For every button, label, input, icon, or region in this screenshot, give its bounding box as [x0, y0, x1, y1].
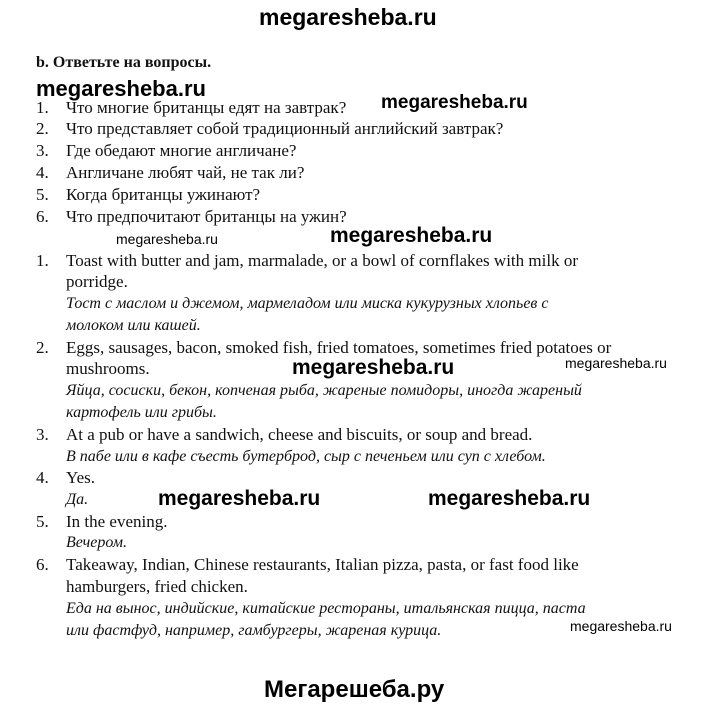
answer-russian: Тост с маслом и джемом, мармеладом или миска кукурузных хлопьев с [66, 295, 549, 312]
footer-watermark: Мегарешеба.ру [264, 676, 445, 703]
answer-number: 6. [36, 555, 49, 574]
answer-english: In the evening. [66, 512, 168, 531]
answer-russian: картофель или грибы. [66, 404, 217, 421]
question-item [36, 118, 503, 140]
question-number: 6. [36, 207, 49, 226]
watermark-small: megaresheba.ru [116, 231, 218, 247]
question-text: Где обедают многие англичане? [66, 141, 297, 160]
answer-number: 5. [36, 512, 49, 531]
answer-russian: Яйца, сосиски, бекон, копченая рыба, жареные помидоры, иногда жареный [66, 382, 582, 399]
question-item [36, 184, 260, 206]
answer-english: Toast with butter and jam, marmalade, or a bowl of cornflakes with milk or [66, 251, 578, 270]
question-number: 2. [36, 119, 49, 138]
question-item [36, 97, 346, 119]
question-item [36, 162, 304, 184]
answer-english: porridge. [66, 272, 128, 291]
answer-english: At a pub or have a sandwich, cheese and biscuits, or soup and bread. [66, 425, 533, 444]
watermark: megaresheba.ru [428, 487, 591, 510]
watermark: megaresheba.ru [330, 224, 493, 247]
header-watermark: megaresheba.ru [259, 4, 437, 30]
answer-english: hamburgers, fried chicken. [66, 577, 248, 596]
question-text: Англичане любят чай, не так ли? [66, 163, 305, 182]
answer-number: 1. [36, 251, 49, 270]
answer-number: 3. [36, 425, 49, 444]
watermark-small: megaresheba.ru [570, 618, 672, 634]
watermark: megaresheba.ru [292, 356, 455, 379]
answer-english: mushrooms. [66, 359, 150, 378]
answer-english: Eggs, sausages, bacon, smoked fish, fried tomatoes, sometimes fried potatoes or [66, 338, 612, 357]
watermark-small: megaresheba.ru [565, 355, 667, 371]
answer-english: Yes. [66, 468, 95, 487]
answer-russian: Вечером. [66, 534, 127, 551]
question-number: 1. [36, 98, 49, 117]
watermark: megaresheba.ru [158, 487, 321, 510]
answer-russian: В пабе или в кафе съесть бутерброд, сыр с печеньем или суп с хлебом. [66, 448, 546, 465]
question-text: Что многие британцы едят на завтрак? [66, 98, 347, 117]
watermark: megaresheba.ru [36, 76, 206, 101]
question-item [36, 140, 296, 162]
section-heading: b. Ответьте на вопросы. [36, 54, 212, 71]
answer-english: Takeaway, Indian, Chinese restaurants, Italian pizza, pasta, or fast food like [66, 555, 579, 574]
answer-russian: или фастфуд, например, гамбургеры, жареная курица. [66, 622, 442, 639]
answer-number: 2. [36, 338, 49, 357]
watermark: megaresheba.ru [381, 92, 528, 113]
question-number: 5. [36, 185, 49, 204]
question-item [36, 206, 347, 228]
answer-russian: молоком или кашей. [66, 317, 201, 334]
question-number: 3. [36, 141, 49, 160]
question-text: Когда британцы ужинают? [66, 185, 261, 204]
question-number: 4. [36, 163, 49, 182]
answer-russian: Еда на вынос, индийские, китайские рестораны, итальянская пицца, паста [66, 600, 586, 617]
question-text: Что предпочитают британцы на ужин? [66, 207, 347, 226]
answer-number: 4. [36, 468, 49, 487]
question-text: Что представляет собой традиционный английский завтрак? [66, 119, 504, 138]
answer-russian: Да. [66, 491, 89, 508]
